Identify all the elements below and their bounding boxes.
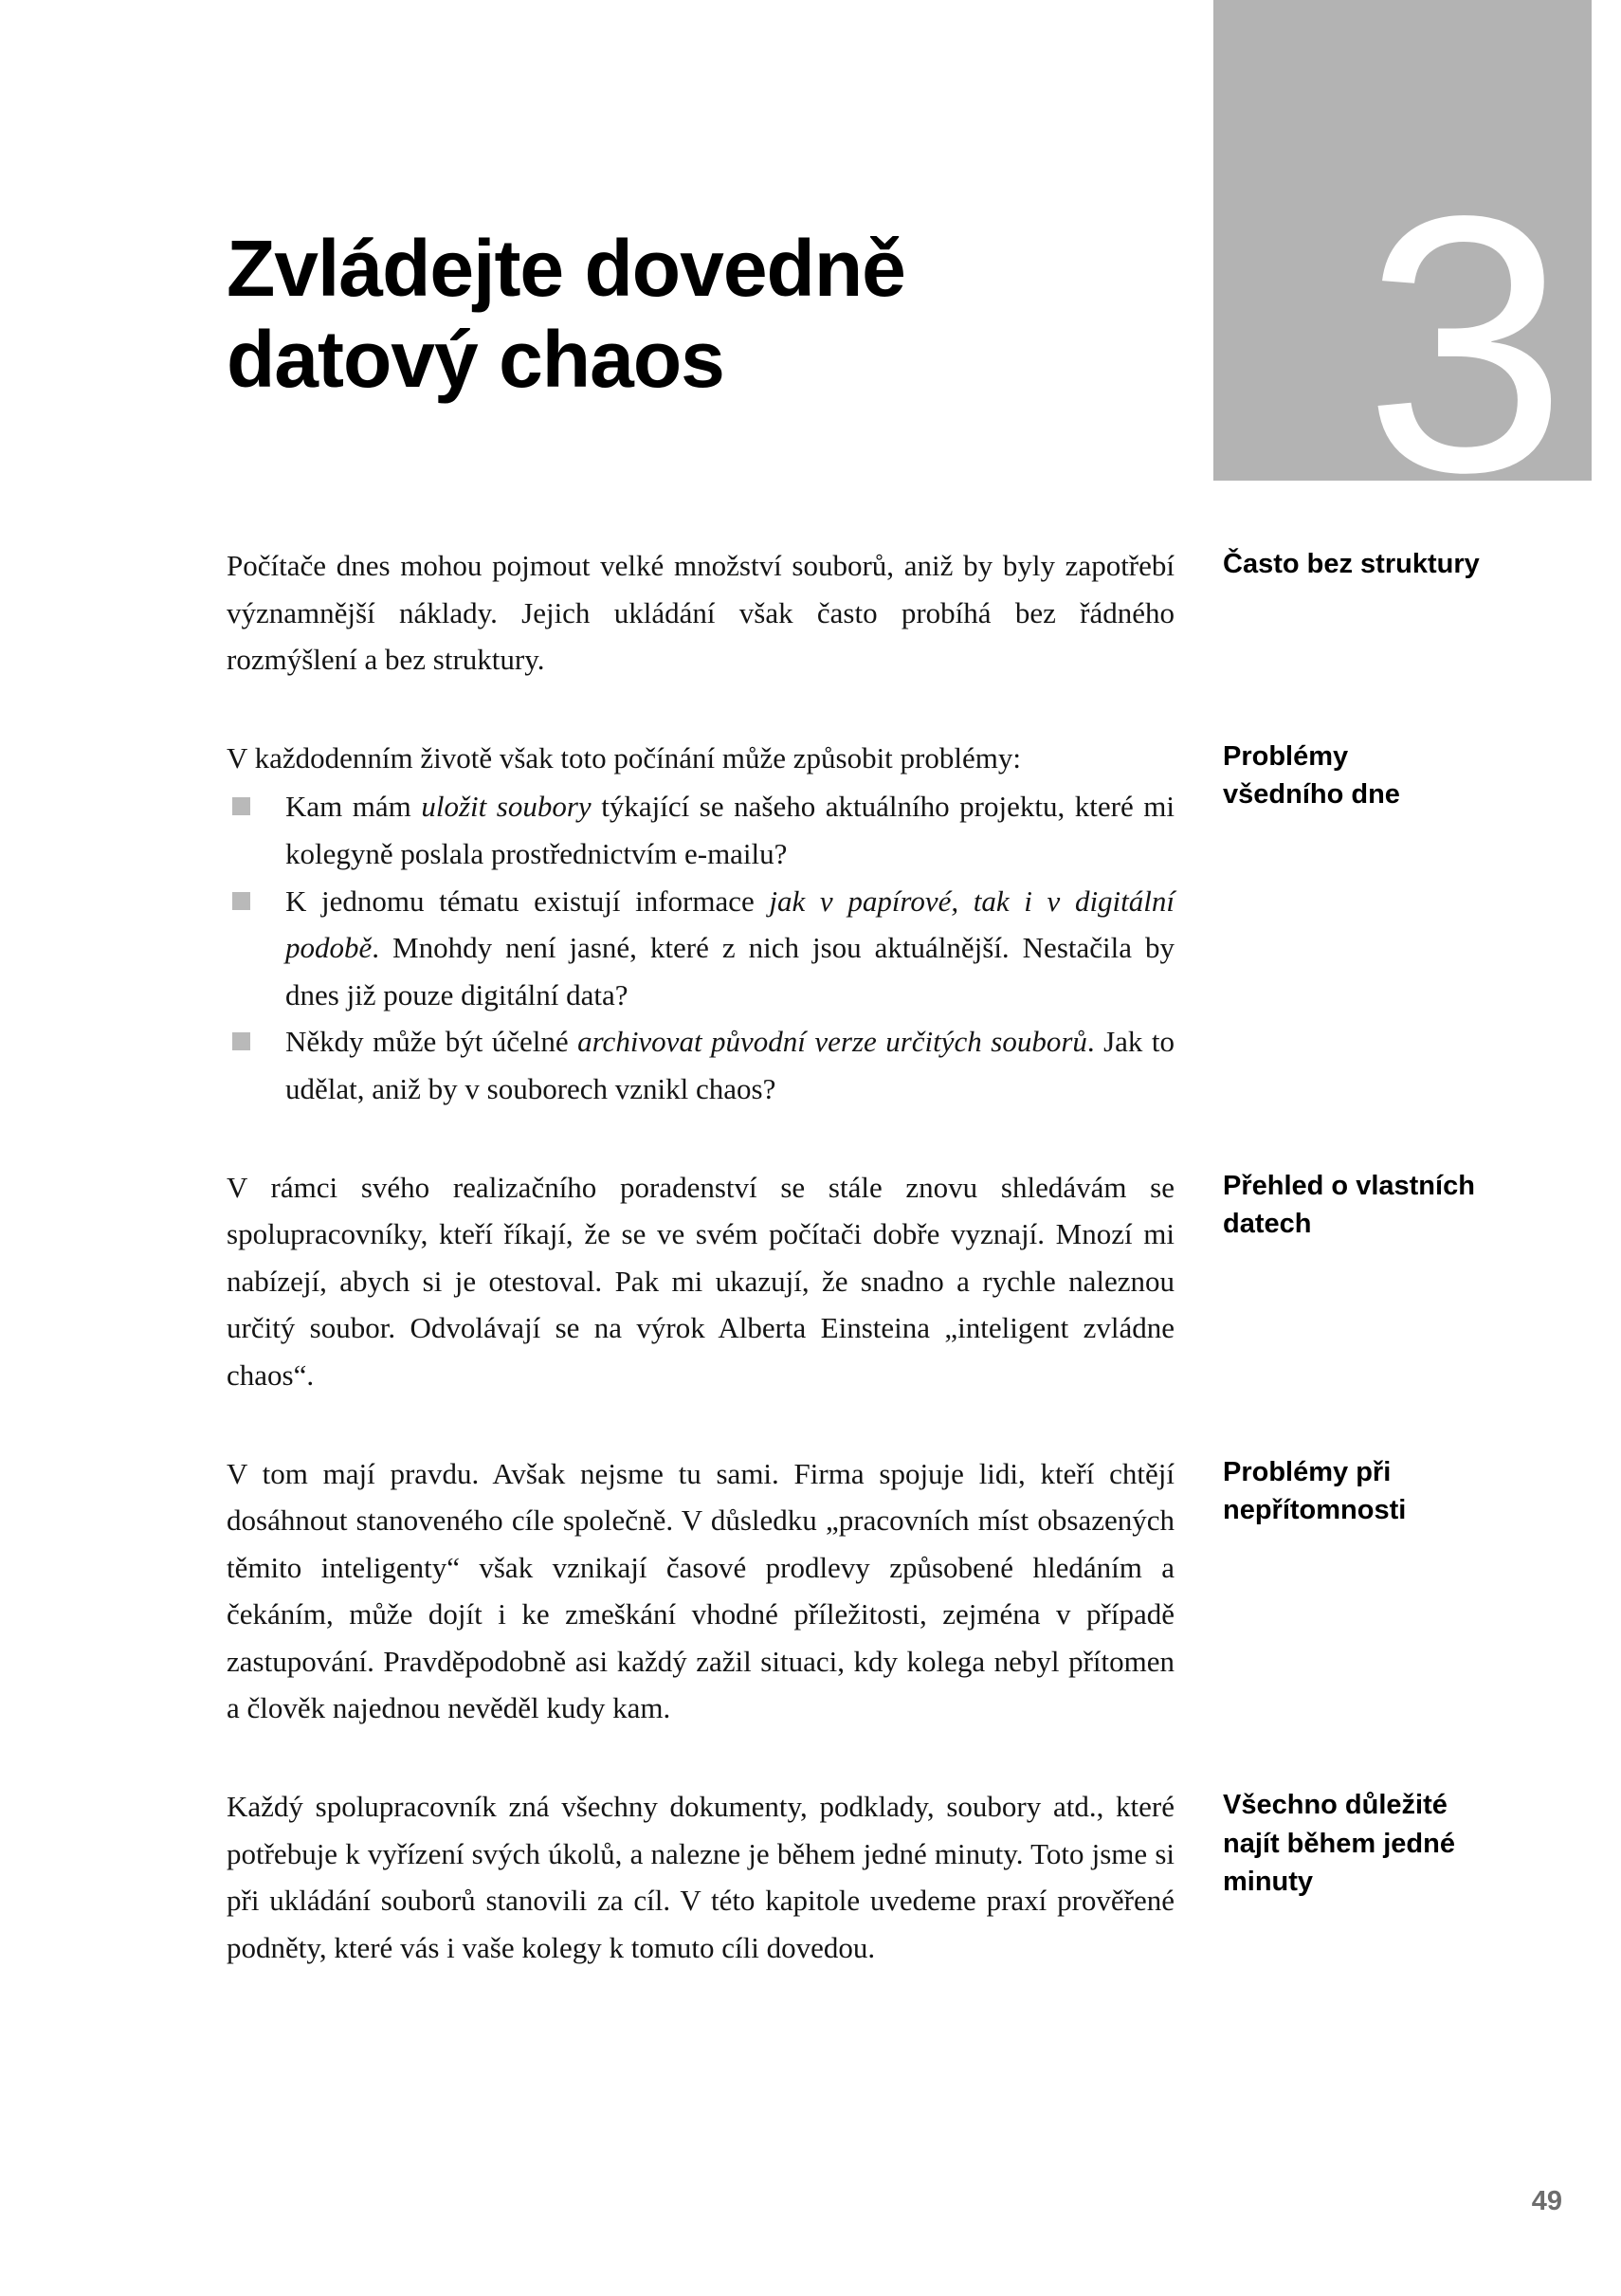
body-column [227, 735, 1175, 1113]
margin-note-line: všedního dne [1223, 779, 1400, 811]
page-content [227, 542, 1554, 2022]
bullet-square-icon [232, 1032, 250, 1050]
body-column [227, 1783, 1175, 1971]
body-column [227, 542, 1175, 683]
chapter-title-line-1: Zvládejte dovedně [227, 224, 905, 313]
margin-note-line: najít během jedné [1223, 1828, 1455, 1859]
margin-note-line: Problémy při [1223, 1456, 1392, 1487]
bullet-text-segment: Kam mám [285, 790, 422, 824]
margin-note-line: Často bez struktury [1223, 549, 1480, 579]
content-section [227, 542, 1554, 683]
content-section [227, 1164, 1554, 1399]
body-paragraph: Počítače dnes mohou pojmout velké množství souborů, aniž by byly zapotřebí významnější náklady. Jejich ukládání však často probíhá bez řádného rozmýšlení a bez struktury. [227, 549, 1175, 677]
bullet-text-segment: K jednomu tématu existují informace [285, 884, 770, 918]
chapter-title [227, 224, 905, 406]
content-section [227, 1450, 1554, 1733]
margin-note [1223, 1786, 1554, 1902]
margin-note [1223, 1167, 1554, 1244]
bullet-square-icon [232, 797, 250, 815]
body-paragraph: V rámci svého realizačního poradenství se stále znovu shledávám se spolupracovníky, kteří říkají, že se ve svém počítači dobře vyznají. Mnozí mi nabízejí, abych si je otestoval. Pak mi ukazují, že snadno a rychle naleznou určitý soubor. Odvolávají se na výrok Alberta Einsteina „inteligent zvládne chaos“. [227, 1170, 1175, 1392]
margin-note-line: nepřítomnosti [1223, 1495, 1407, 1526]
bullet-text-segment: týkající se našeho aktuálního projektu, které mi kolegyně poslala prostřednictvím e-mailu? [285, 790, 1175, 870]
bullet-list [227, 783, 1175, 1112]
margin-note-line: minuty [1223, 1867, 1314, 1898]
bullet-text-italic: archivovat původní verze určitých souborů [577, 1025, 1087, 1059]
bullet-text-segment: Někdy může být účelné [285, 1025, 578, 1059]
margin-column [1223, 1783, 1554, 1902]
chapter-title-line-2: datový chaos [227, 314, 724, 404]
bullet-text-italic: uložit soubory [421, 790, 592, 824]
chapter-number-box [1213, 0, 1592, 548]
margin-note-line: Všechno důležité [1223, 1790, 1448, 1821]
margin-column [1223, 1164, 1554, 1244]
list-item [227, 878, 1175, 1019]
margin-note-line: Přehled o vlastních [1223, 1170, 1475, 1201]
content-section [227, 1783, 1554, 1971]
body-paragraph: V tom mají pravdu. Avšak nejsme tu sami. Firma spojuje lidi, kteří chtějí dosáhnout stanoveného cíle společně. V důsledku „pracovních míst obsazených těmito inteligenty“ však vznikají časové prodlevy způsobené hledáním a čekáním, může dojít i ke zmeškání vhodné příležitosti, zejména v případě zastupování. Pravděpodobně asi každý zažil situaci, kdy kolega nebyl přítomen a člověk najednou nevěděl kudy kam. [227, 1456, 1175, 1725]
content-section [227, 735, 1554, 1113]
chapter-number: 3 [1363, 138, 1567, 548]
margin-note-line: Problémy [1223, 740, 1349, 772]
margin-column [1223, 1450, 1554, 1530]
margin-note [1223, 545, 1554, 584]
body-paragraph: Každý spolupracovník zná všechny dokumenty, podklady, soubory atd., které potřebuje k vyřízení svých úkolů, a nalezne je během jedné minuty. Toto jsme si při ukládání souborů stanovili za cíl. V této kapitole uvedeme praxí prověřené podněty, které vás i vaše kolegy k tomuto cíli dovedou. [227, 1790, 1175, 1964]
page-number: 49 [1531, 2186, 1562, 2216]
margin-note [1223, 738, 1554, 814]
list-item [227, 783, 1175, 877]
bullet-square-icon [232, 892, 250, 910]
list-item [227, 1018, 1175, 1112]
bullet-text-segment: . Mnohdy není jasné, které z nich jsou aktuálnější. Nestačila by dnes již pouze digitální data? [285, 931, 1175, 1011]
margin-note [1223, 1453, 1554, 1530]
body-paragraph: V každodenním životě však toto počínání může způsobit problémy: [227, 740, 1021, 774]
body-column [227, 1164, 1175, 1399]
bullet-text-italic: jak v papírové, tak i v digitální podobě [285, 884, 1175, 965]
margin-column [1223, 735, 1554, 814]
body-column [227, 1450, 1175, 1733]
margin-note-line: datech [1223, 1209, 1312, 1240]
margin-column [1223, 542, 1554, 584]
bullet-text-segment: . Jak to udělat, aniž by v souborech vznikl chaos? [285, 1025, 1175, 1105]
